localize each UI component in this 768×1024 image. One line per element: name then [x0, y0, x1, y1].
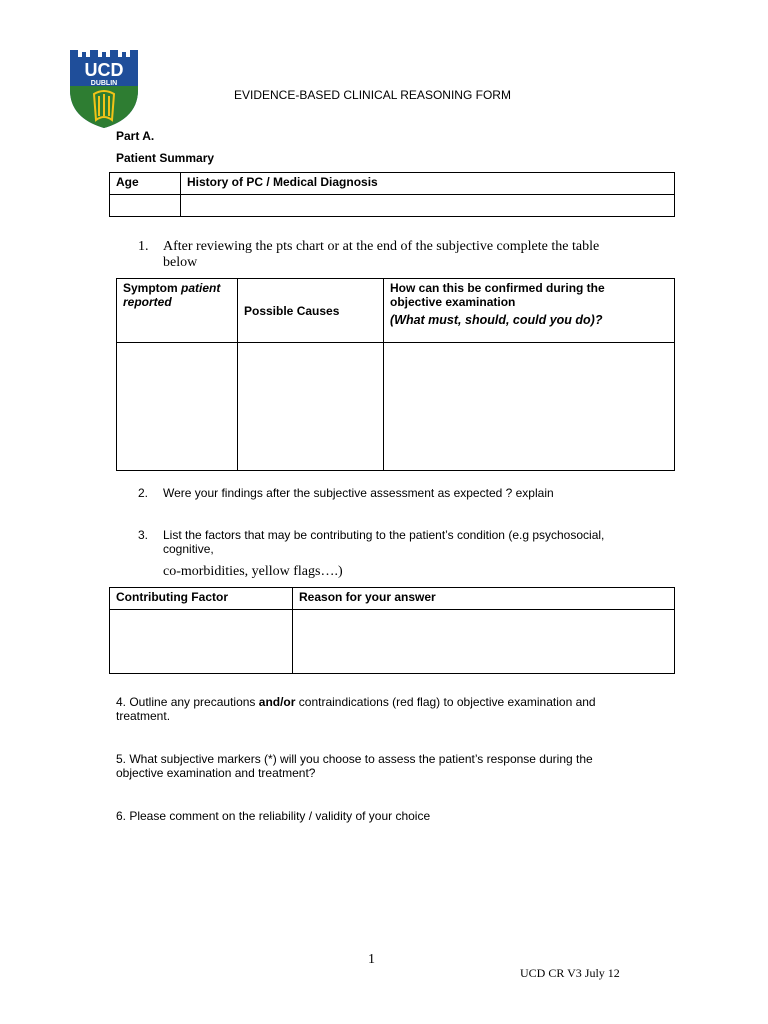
q4-text-line2: treatment. — [116, 709, 171, 723]
q1-number: 1. — [138, 239, 149, 254]
page-number: 1 — [368, 952, 375, 967]
patient-summary-table — [109, 172, 675, 217]
q3-text — [163, 528, 604, 556]
confirm-header-note: (What must, should, could you do)? — [390, 313, 603, 327]
q2-text: Were your findings after the subjective assessment as expected ? explain — [163, 486, 554, 500]
confirm-cell[interactable] — [384, 343, 675, 471]
confirm-header — [384, 279, 675, 343]
q6-text: 6. Please comment on the reliability / validity of your choice — [116, 809, 431, 823]
q4-text — [116, 695, 596, 723]
part-a-label: Part A. — [116, 129, 155, 143]
patient-summary-label: Patient Summary — [116, 151, 215, 165]
q1-text-line2: below — [163, 255, 198, 270]
history-header: History of PC / Medical Diagnosis — [181, 173, 675, 195]
reason-header: Reason for your answer — [293, 588, 675, 610]
possible-causes-header: Possible Causes — [238, 279, 384, 343]
q2-number: 2. — [138, 486, 149, 500]
q3-number: 3. — [138, 528, 149, 542]
version-footer: UCD CR V3 July 12 — [520, 966, 620, 980]
symptom-header-reported: reported — [123, 295, 172, 309]
q5-text-line2: objective examination and treatment? — [116, 766, 316, 780]
factors-table — [109, 587, 675, 674]
reason-cell[interactable] — [293, 610, 675, 674]
history-cell[interactable] — [181, 195, 675, 217]
logo-text-dublin: DUBLIN — [90, 80, 118, 87]
q1-text — [163, 239, 599, 271]
q4-text-after: contraindications (red flag) to objective examination and — [295, 695, 596, 709]
symptom-header-text: Symptom — [123, 281, 182, 295]
confirm-header-line1: How can this be confirmed during the — [390, 281, 605, 295]
q4-text-bold: and/or — [258, 695, 296, 709]
possible-causes-cell[interactable] — [238, 343, 384, 471]
ucd-logo — [68, 42, 140, 130]
symptoms-table — [116, 278, 675, 471]
q5-text-line1: 5. What subjective markers (*) will you choose to assess the patient’s response during the — [116, 752, 593, 766]
confirm-header-line2: objective examination — [390, 295, 516, 309]
age-cell[interactable] — [110, 195, 181, 217]
q3-text-line3: co-morbidities, yellow flags….) — [163, 564, 343, 579]
contributing-factor-cell[interactable] — [110, 610, 293, 674]
symptom-cell[interactable] — [117, 343, 238, 471]
logo-text-ucd: UCD — [84, 60, 124, 80]
form-title: EVIDENCE-BASED CLINICAL REASONING FORM — [234, 88, 511, 102]
q5-text — [116, 752, 593, 780]
symptom-header — [117, 279, 238, 343]
q1-text-line1: After reviewing the pts chart or at the end of the subjective complete the table — [163, 239, 600, 254]
q3-text-line2: cognitive, — [163, 542, 214, 556]
q4-text-before: 4. Outline any precautions — [116, 695, 259, 709]
contributing-factor-header: Contributing Factor — [110, 588, 293, 610]
q3-text-line1: List the factors that may be contributing to the patient’s condition (e.g psychosocial, — [163, 528, 605, 542]
symptom-header-patient: patient — [181, 281, 221, 295]
age-header: Age — [110, 173, 181, 195]
